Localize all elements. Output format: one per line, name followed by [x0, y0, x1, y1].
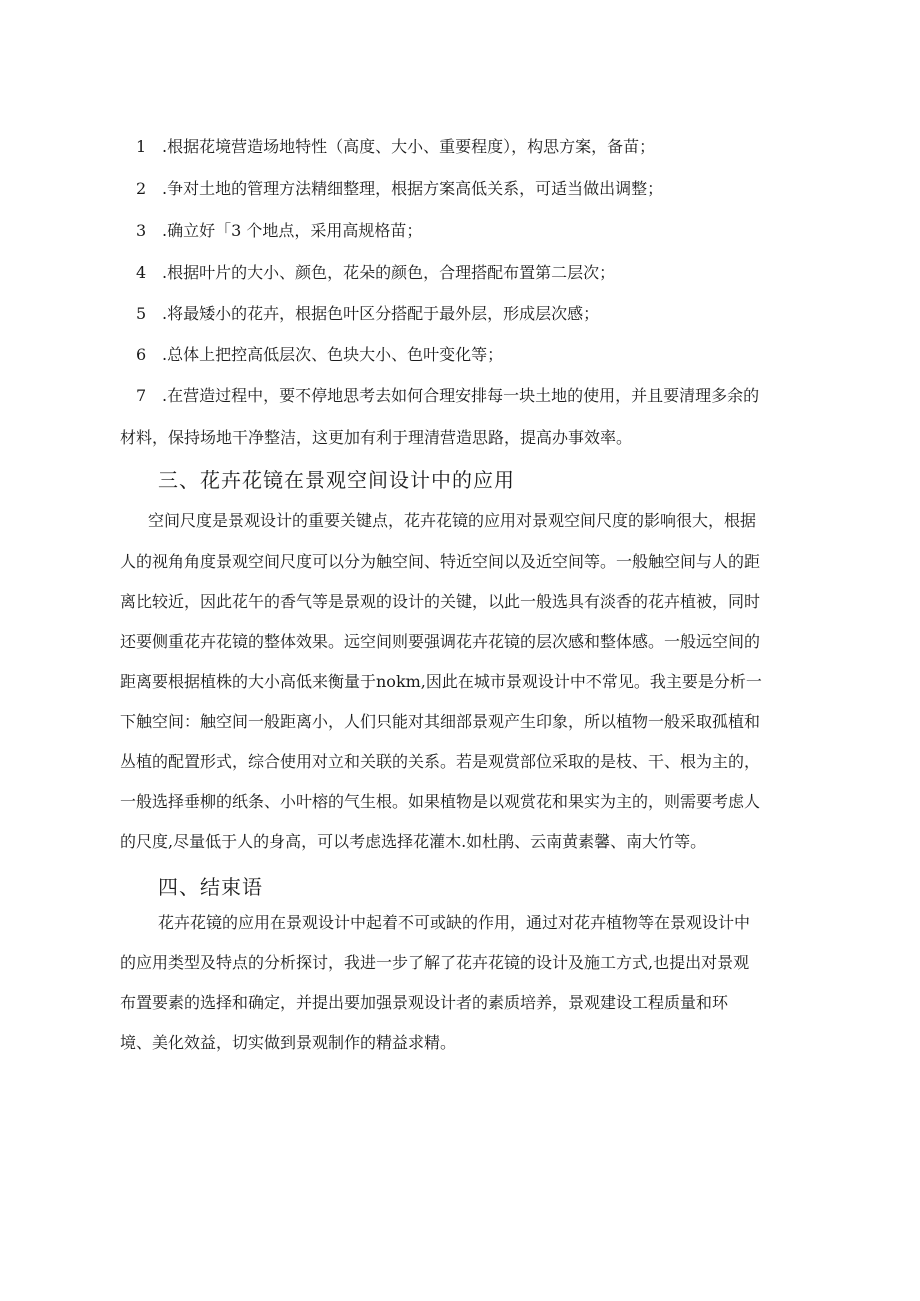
step-4: [136, 261, 826, 285]
section-4-heading: 四、结束语: [158, 875, 263, 899]
section-3-line: 丛植的配置形式，综合使用对立和关联的关系。若是观赏部位采取的是枝、干、根为主的，: [120, 752, 761, 771]
section-3-line: 距离要根据植株的大小高低来衡量于nokm,因此在城市景观设计中不常见。我主要是分析一: [120, 672, 762, 691]
section-3-line: 人的视角角度景观空间尺度可以分为触空间、特近空间以及近空间等。一般触空间与人的距: [120, 552, 761, 571]
section-4-line: 布置要素的选择和确定，并提出要加强景观设计者的素质培养，景观建设工程质量和环: [120, 993, 729, 1012]
step-number: 5: [136, 304, 147, 323]
section-3-line: 下触空间：触空间一般距离小，人们只能对其细部景观产生印象，所以植物一般采取孤植和: [120, 712, 761, 731]
step-text: .争对土地的管理方法精细整理，根据方案高低关系，可适当做出调整；: [162, 179, 664, 198]
step-text: .根据叶片的大小、颜色，花朵的颜色，合理搭配布置第二层次；: [162, 263, 616, 282]
section-4-line: 花卉花镜的应用在景观设计中起着不可或缺的作用，通过对花卉植物等在景观设计中: [158, 913, 751, 932]
step-text: .确立好「3 个地点，采用高规格苗；: [162, 221, 423, 240]
step-text: .总体上把控高低层次、色块大小、色叶变化等；: [162, 345, 504, 364]
step-number: 6: [136, 345, 147, 364]
step-text: .在营造过程中，要不停地思考去如何合理安排每一块土地的使用，并且要清理多余的: [162, 386, 760, 405]
section-4-line: 的应用类型及特点的分析探讨，我进一步了解了花卉花镜的设计及施工方式,也提出对景观: [120, 953, 750, 972]
step-number: 2: [136, 179, 147, 198]
step-number: 4: [136, 263, 147, 282]
step-text: .将最矮小的花卉，根据色叶区分搭配于最外层，形成层次感；: [162, 304, 600, 323]
step-1: [136, 135, 826, 159]
section-3-line: 还要侧重花卉花镜的整体效果。远空间则要强调花卉花镜的层次感和整体感。一般远空间的: [120, 632, 761, 651]
section-4-line: 境、美化效益，切实做到景观制作的精益求精。: [120, 1033, 457, 1052]
step-number: 7: [136, 386, 147, 405]
step-2: [136, 177, 826, 201]
step-7-continuation: 材料，保持场地干净整洁，这更加有利于理清营造思路，提高办事效率。: [120, 428, 633, 447]
step-number: 3: [136, 221, 147, 240]
step-text: .根据花境营造场地特性（高度、大小、重要程度），构思方案，备苗；: [162, 137, 656, 156]
step-6: [136, 343, 826, 367]
step-number: 1: [136, 137, 147, 156]
section-3-heading: 三、花卉花镜在景观空间设计中的应用: [158, 468, 515, 492]
section-3-line: 离比较近，因此花午的香气等是景观的设计的关键，以此一般选具有淡香的花卉植被，同时: [120, 592, 761, 611]
section-3-line: 一般选择垂柳的纸条、小叶榕的气生根。如果植物是以观赏花和果实为主的，则需要考虑人: [120, 792, 761, 811]
step-7: [136, 384, 800, 408]
section-3-line: 的尺度,尽量低于人的身高，可以考虑选择花灌木.如杜鹃、云南黄素馨、南大竹等。: [120, 832, 707, 851]
step-5: [136, 302, 826, 326]
step-3: [136, 219, 826, 243]
section-3-line: 空间尺度是景观设计的重要关键点，花卉花镜的应用对景观空间尺度的影响很大，根据: [148, 511, 757, 530]
